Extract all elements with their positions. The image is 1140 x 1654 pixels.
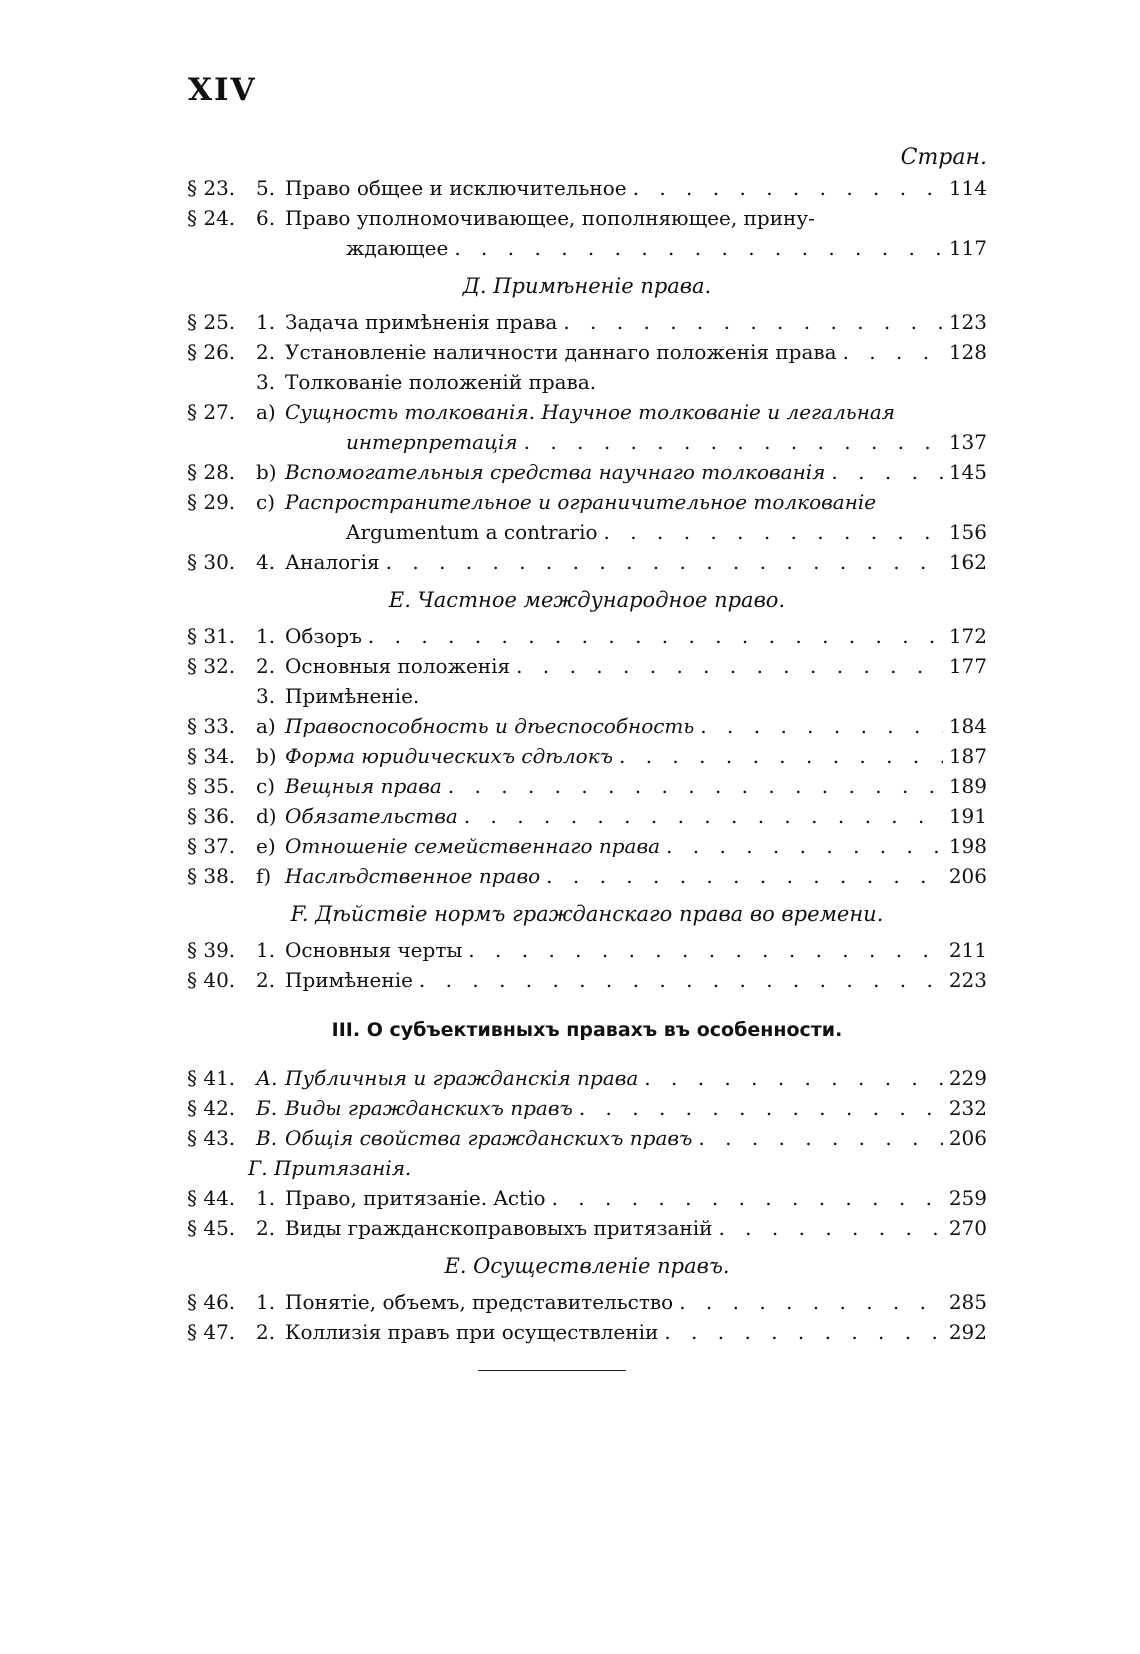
entry-title: Отношеніе семейственнаго права [285, 834, 661, 858]
item-number: А. [256, 1066, 278, 1090]
toc-entry [187, 1093, 987, 1123]
dot-leader [448, 233, 943, 263]
entry-title: Обзоръ [285, 624, 362, 648]
entry-title: Право, притязаніе. Actio [285, 1186, 546, 1210]
toc-entry [187, 337, 987, 367]
section-heading: Д. Примѣненіе права. [462, 274, 712, 298]
dot-leader [462, 935, 943, 965]
entry-title: Основныя положенія [285, 654, 511, 678]
dot-leader [694, 711, 943, 741]
dot-leader [638, 1063, 943, 1093]
section-number: § 29. [187, 490, 236, 514]
toc-entry [187, 771, 987, 801]
toc-entry [187, 307, 987, 337]
dot-leader [573, 1093, 943, 1123]
page-reference: 156 [948, 520, 987, 544]
entry-title: Право уполномочивающее, пополняющее, прину- [285, 206, 815, 230]
section-number: § 25. [187, 310, 236, 334]
page-reference: 191 [948, 804, 987, 828]
entry-title: Наслѣдственное право [285, 864, 541, 888]
section-number: § 26. [187, 340, 236, 364]
section-number: § 33. [187, 714, 236, 738]
toc-entry [187, 203, 987, 233]
page-number: XIV [188, 72, 257, 108]
entry-title: Примѣненіе [285, 968, 413, 992]
dot-leader [510, 651, 943, 681]
toc-entry [187, 741, 987, 771]
page-reference: 285 [948, 1290, 987, 1314]
item-number: b) [256, 460, 277, 484]
dot-leader [546, 1183, 943, 1213]
dot-leader [613, 741, 943, 771]
entry-title: интерпретація [346, 430, 518, 454]
toc-entry [187, 457, 987, 487]
entry-title: Задача примѣненія права [285, 310, 558, 334]
entry-title: Установленіе наличности даннаго положенія права [285, 340, 837, 364]
dot-leader [825, 457, 943, 487]
page-reference: 184 [948, 714, 987, 738]
toc-entry [187, 1063, 987, 1093]
toc-entry [187, 173, 987, 203]
toc-entry-continuation [187, 517, 987, 547]
toc-entry-continuation [187, 427, 987, 457]
toc-entry [187, 1183, 987, 1213]
dot-leader [837, 337, 943, 367]
entry-title: Коллизія правъ при осуществленіи [285, 1320, 659, 1344]
entry-title: Обязательства [285, 804, 458, 828]
toc-entry [187, 935, 987, 965]
item-number: 2. [256, 968, 276, 992]
toc-entry [187, 651, 987, 681]
section-number: § 41. [187, 1066, 236, 1090]
entry-title: Виды гражданскихъ правъ [285, 1096, 573, 1120]
section-number: § 27. [187, 400, 236, 424]
entry-title: Вспомогательныя средства научнаго толкованія [285, 460, 826, 484]
toc-entry [187, 711, 987, 741]
end-rule [478, 1370, 626, 1371]
item-number: 1. [256, 1290, 276, 1314]
item-number: 2. [256, 1216, 276, 1240]
table-of-contents [187, 143, 987, 1347]
item-number: 3. [256, 684, 276, 708]
page-reference: 145 [948, 460, 987, 484]
entry-title: Виды гражданскоправовыхъ притязаній [285, 1216, 713, 1240]
entry-title: Распространительное и ограничительное толкованіе [285, 490, 877, 514]
toc-entry [187, 487, 987, 517]
entry-title: Аналогія [285, 550, 380, 574]
section-number: § 39. [187, 938, 236, 962]
item-number: a) [256, 400, 276, 424]
toc-entry-continuation [187, 233, 987, 263]
section-number: § 23. [187, 176, 236, 200]
section-number: § 43. [187, 1126, 236, 1150]
item-number: a) [256, 714, 276, 738]
toc-entry [187, 1213, 987, 1243]
section-heading: Е. Частное международное право. [388, 588, 786, 612]
item-number: 1. [256, 1186, 276, 1210]
section-number: § 42. [187, 1096, 236, 1120]
entry-title: ждающее [346, 236, 449, 260]
item-number: 1. [256, 938, 276, 962]
entry-title: Примѣненіе. [285, 684, 420, 708]
dot-leader [540, 861, 943, 891]
page-reference: 292 [948, 1320, 987, 1344]
section-heading: Е. Осуществленіе правъ. [444, 1254, 730, 1278]
entry-title: Г. Притязанія. [248, 1156, 412, 1180]
dot-leader [660, 831, 943, 861]
dot-leader [442, 771, 943, 801]
dot-leader [518, 427, 943, 457]
dot-leader [712, 1213, 943, 1243]
entry-title: Основныя черты [285, 938, 463, 962]
entry-title: Сущность толкованія. Научное толкованіе и легальная [285, 400, 896, 424]
page-reference: 270 [948, 1216, 987, 1240]
dot-leader [627, 173, 943, 203]
entry-title: Вещныя права [285, 774, 442, 798]
page-reference: 172 [948, 624, 987, 648]
section-heading: F. Дѣйствіе нормъ гражданскаго права во времени. [290, 902, 884, 926]
page-reference: 137 [948, 430, 987, 454]
item-number: c) [256, 774, 276, 798]
toc-entry [187, 801, 987, 831]
dot-leader [658, 1317, 943, 1347]
item-number: 2. [256, 654, 276, 678]
toc-entry [187, 965, 987, 995]
entry-title: Общія свойства гражданскихъ правъ [285, 1126, 693, 1150]
item-number: 6. [256, 206, 276, 230]
dot-leader [362, 621, 943, 651]
item-number: f) [256, 864, 272, 888]
entry-title: Правоспособность и дѣеспособность [285, 714, 695, 738]
item-number: e) [256, 834, 276, 858]
page-reference: 232 [948, 1096, 987, 1120]
section-number: § 37. [187, 834, 236, 858]
section-number: § 44. [187, 1186, 236, 1210]
section-number: § 34. [187, 744, 236, 768]
section-number: § 31. [187, 624, 236, 648]
entry-title: Argumentum a contrario [346, 520, 598, 544]
dot-leader [458, 801, 943, 831]
toc-entry [187, 1287, 987, 1317]
page-column-header: Стран. [900, 145, 987, 170]
item-number: В. [256, 1126, 278, 1150]
item-number: 4. [256, 550, 276, 574]
toc-subheading [187, 367, 987, 397]
toc-entry [187, 621, 987, 651]
dot-leader [557, 307, 943, 337]
item-number: 2. [256, 340, 276, 364]
item-number: 1. [256, 624, 276, 648]
toc-entry [187, 831, 987, 861]
item-number: 1. [256, 310, 276, 334]
page-reference: 229 [948, 1066, 987, 1090]
section-number: § 47. [187, 1320, 236, 1344]
dot-leader [692, 1123, 943, 1153]
dot-leader [598, 517, 943, 547]
toc-subheading [187, 681, 987, 711]
page-reference: 187 [948, 744, 987, 768]
page-reference: 223 [948, 968, 987, 992]
dot-leader [673, 1287, 943, 1317]
page-reference: 206 [948, 864, 987, 888]
part-heading: III. О субъективныхъ правахъ въ особенности. [331, 1019, 843, 1041]
section-number: § 40. [187, 968, 236, 992]
page-reference: 117 [948, 236, 987, 260]
page-reference: 206 [948, 1126, 987, 1150]
item-number: d) [256, 804, 277, 828]
toc-subheading [187, 1153, 987, 1183]
section-number: § 38. [187, 864, 236, 888]
toc-entry [187, 861, 987, 891]
toc-entry [187, 1123, 987, 1153]
section-number: § 35. [187, 774, 236, 798]
page-reference: 162 [948, 550, 987, 574]
entry-title: Право общее и исключительное [285, 176, 627, 200]
page-reference: 211 [948, 938, 987, 962]
page-reference: 259 [948, 1186, 987, 1210]
dot-leader [380, 547, 943, 577]
toc-entry [187, 397, 987, 427]
section-number: § 32. [187, 654, 236, 678]
page-reference: 189 [948, 774, 987, 798]
item-number: 2. [256, 1320, 276, 1344]
entry-title: Толкованіе положеній права. [285, 370, 597, 394]
page-reference: 114 [948, 176, 987, 200]
section-number: § 46. [187, 1290, 236, 1314]
item-number: Б. [256, 1096, 278, 1120]
section-number: § 28. [187, 460, 236, 484]
section-number: § 30. [187, 550, 236, 574]
section-number: § 24. [187, 206, 236, 230]
page-reference: 128 [948, 340, 987, 364]
toc-entry [187, 547, 987, 577]
item-number: 3. [256, 370, 276, 394]
page-reference: 123 [948, 310, 987, 334]
page-reference: 177 [948, 654, 987, 678]
entry-title: Публичныя и гражданскія права [285, 1066, 639, 1090]
dot-leader [413, 965, 943, 995]
toc-entry [187, 1317, 987, 1347]
item-number: b) [256, 744, 277, 768]
item-number: 5. [256, 176, 276, 200]
page-reference: 198 [948, 834, 987, 858]
item-number: c) [256, 490, 276, 514]
entry-title: Форма юридическихъ сдѣлокъ [285, 744, 613, 768]
section-number: § 36. [187, 804, 236, 828]
section-number: § 45. [187, 1216, 236, 1240]
entry-title: Понятіе, объемъ, представительство [285, 1290, 674, 1314]
